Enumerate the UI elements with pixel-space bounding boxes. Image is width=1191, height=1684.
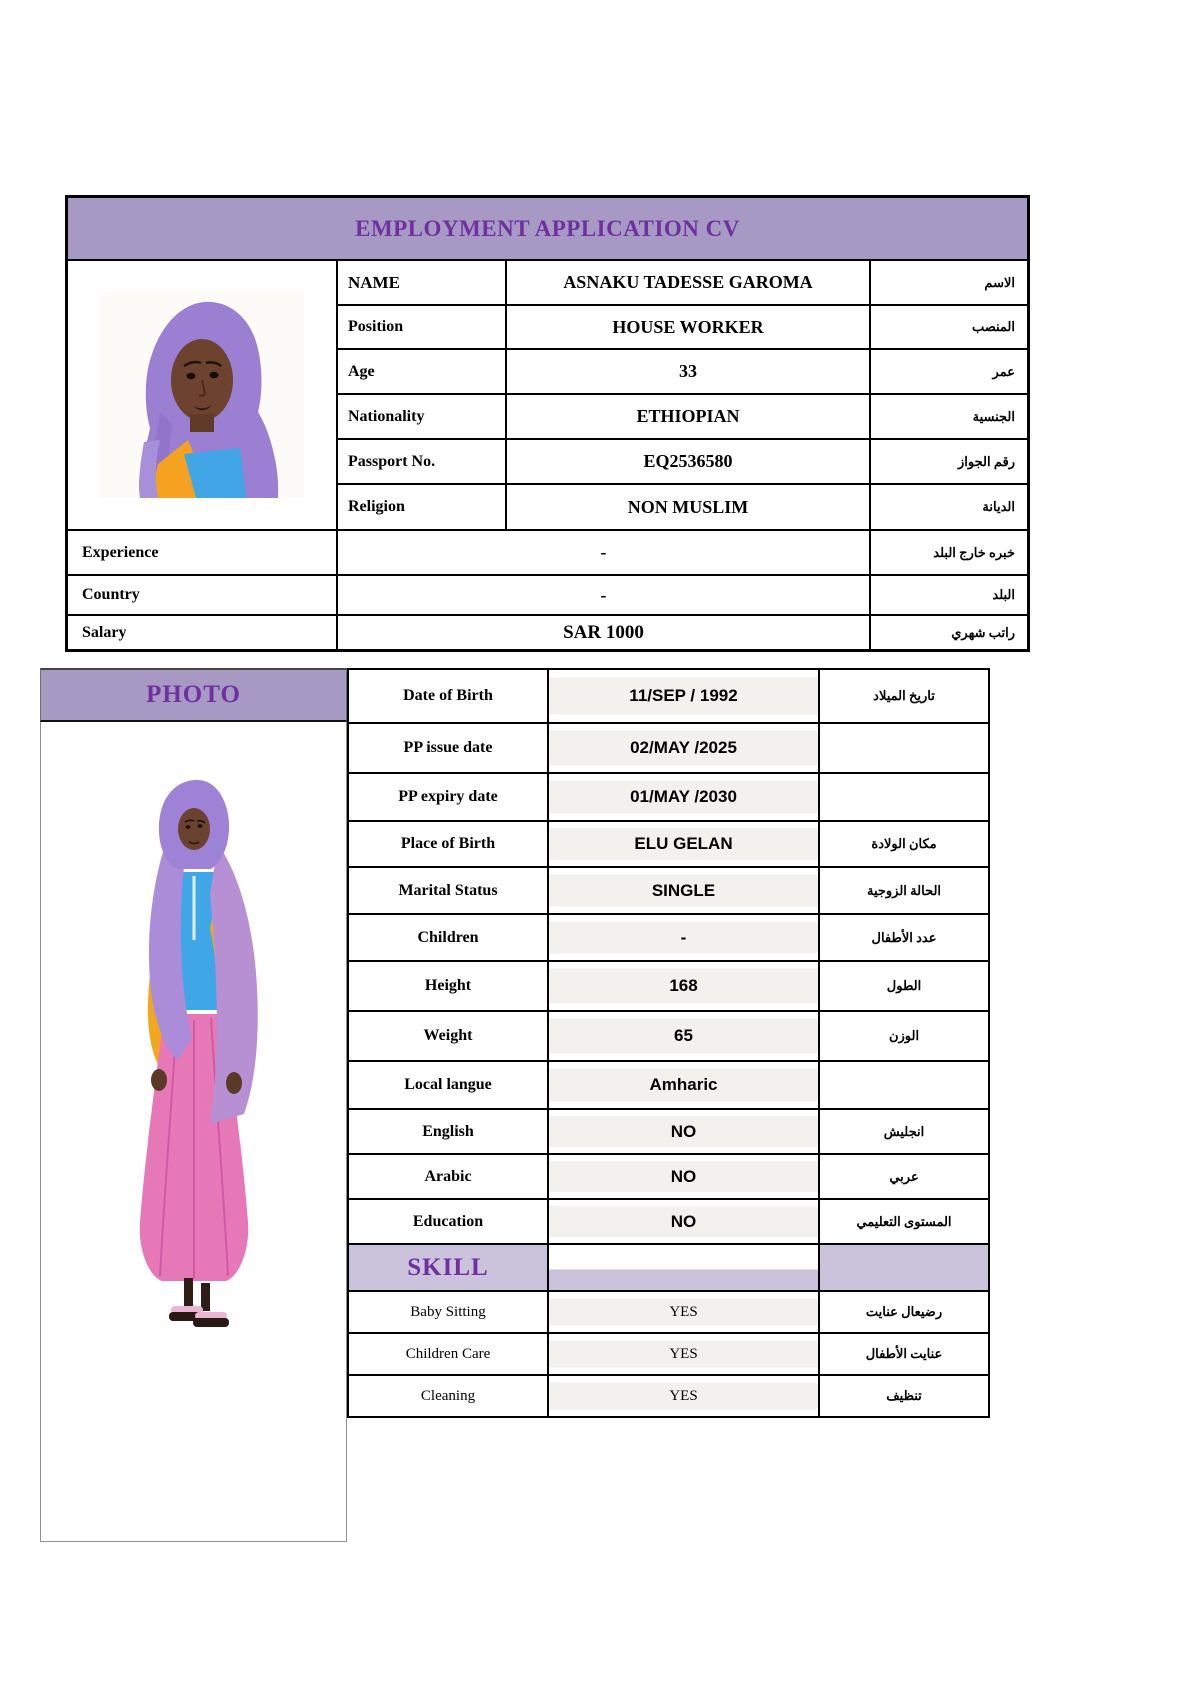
field-value: 33: [505, 350, 869, 395]
field-label-arabic: الاسم: [869, 261, 1027, 306]
page-title: EMPLOYMENT APPLICATION CV: [355, 215, 740, 241]
field-label: Weight: [347, 1012, 547, 1062]
field-label-arabic: الحالة الزوجية: [818, 868, 988, 915]
field-label: Religion: [336, 485, 505, 531]
field-label: English: [347, 1110, 547, 1155]
field-label-arabic: رقم الجواز: [869, 440, 1027, 485]
document-header: [68, 198, 1027, 261]
field-value: EQ2536580: [505, 440, 869, 485]
skill-value: YES: [547, 1334, 818, 1376]
field-label: Marital Status: [347, 868, 547, 915]
field-label: Date of Birth: [347, 670, 547, 724]
field-label-arabic: عدد الأطفال: [818, 915, 988, 962]
skill-label-arabic: رضيعال عنايت: [818, 1292, 988, 1334]
field-value: 02/MAY /2025: [547, 724, 818, 774]
field-value: -: [336, 576, 869, 616]
field-value: SINGLE: [547, 868, 818, 915]
field-value: ELU GELAN: [547, 822, 818, 868]
field-label-arabic: [818, 724, 988, 774]
field-label-arabic: البلد: [869, 576, 1027, 616]
field-label-arabic: الطول: [818, 962, 988, 1012]
field-value: HOUSE WORKER: [505, 306, 869, 350]
skill-label: Baby Sitting: [347, 1292, 547, 1334]
field-label: Age: [336, 350, 505, 395]
field-value: NO: [547, 1110, 818, 1155]
field-label: Local langue: [347, 1062, 547, 1110]
skill-header-label: SKILL: [407, 1253, 489, 1281]
portrait-photo: [100, 292, 304, 498]
field-label-arabic: المستوى التعليمي: [818, 1200, 988, 1245]
field-label: Place of Birth: [347, 822, 547, 868]
field-label-arabic: مكان الولادة: [818, 822, 988, 868]
field-value: 65: [547, 1012, 818, 1062]
field-label: Salary: [82, 623, 127, 641]
field-label-arabic: خبره خارج البلد: [869, 531, 1027, 576]
field-label-arabic: عمر: [869, 350, 1027, 395]
details-rows: [347, 668, 990, 1418]
field-label-arabic: [818, 774, 988, 822]
skill-label-arabic: عنايت الأطفال: [818, 1334, 988, 1376]
field-label-arabic: المنصب: [869, 306, 1027, 350]
field-label: Height: [347, 962, 547, 1012]
field-label: Country: [68, 576, 336, 616]
field-label: Children: [347, 915, 547, 962]
field-value: 11/SEP / 1992: [547, 670, 818, 724]
field-value: -: [336, 531, 869, 576]
field-label-arabic: راتب شهري: [869, 616, 1027, 649]
field-label: Arabic: [347, 1155, 547, 1200]
field-value: NO: [547, 1200, 818, 1245]
skill-header-value-cell: [547, 1245, 818, 1292]
field-value: ETHIOPIAN: [505, 395, 869, 440]
field-label-arabic: الوزن: [818, 1012, 988, 1062]
field-label: Education: [347, 1200, 547, 1245]
field-label-arabic: تاريخ الميلاد: [818, 670, 988, 724]
field-value: -: [547, 915, 818, 962]
portrait-photo-cell: [68, 261, 336, 531]
field-label-arabic: عربي: [818, 1155, 988, 1200]
field-value: NON MUSLIM: [505, 485, 869, 531]
field-label: Nationality: [336, 395, 505, 440]
field-value: 168: [547, 962, 818, 1012]
photo-header-label: PHOTO: [146, 681, 241, 708]
full-body-photo-cell: [40, 722, 347, 1542]
skill-section-header: [347, 1245, 547, 1292]
field-label: PP expiry date: [347, 774, 547, 822]
full-body-photo: [74, 778, 314, 1398]
field-value: SAR 1000: [336, 616, 869, 649]
skill-value: YES: [547, 1376, 818, 1418]
field-label-arabic: انجليش: [818, 1110, 988, 1155]
field-value: Amharic: [547, 1062, 818, 1110]
field-label: Passport No.: [336, 440, 505, 485]
field-label: Position: [336, 306, 505, 350]
field-label-arabic: الديانة: [869, 485, 1027, 531]
skill-label-arabic: تنظيف: [818, 1376, 988, 1418]
details-table: [40, 668, 990, 1542]
field-label-arabic: الجنسية: [869, 395, 1027, 440]
skill-value: YES: [547, 1292, 818, 1334]
field-label-arabic: [818, 1062, 988, 1110]
photo-section-header: [40, 668, 347, 722]
skill-label: Children Care: [347, 1334, 547, 1376]
skill-header-arabic-cell: [818, 1245, 988, 1292]
skill-label: Cleaning: [347, 1376, 547, 1418]
field-label: NAME: [336, 261, 505, 306]
employment-application-table: [65, 195, 1030, 652]
field-value: NO: [547, 1155, 818, 1200]
field-label: Experience: [68, 531, 336, 576]
field-value: 01/MAY /2030: [547, 774, 818, 822]
field-value: ASNAKU TADESSE GAROMA: [505, 261, 869, 306]
field-label: PP issue date: [347, 724, 547, 774]
